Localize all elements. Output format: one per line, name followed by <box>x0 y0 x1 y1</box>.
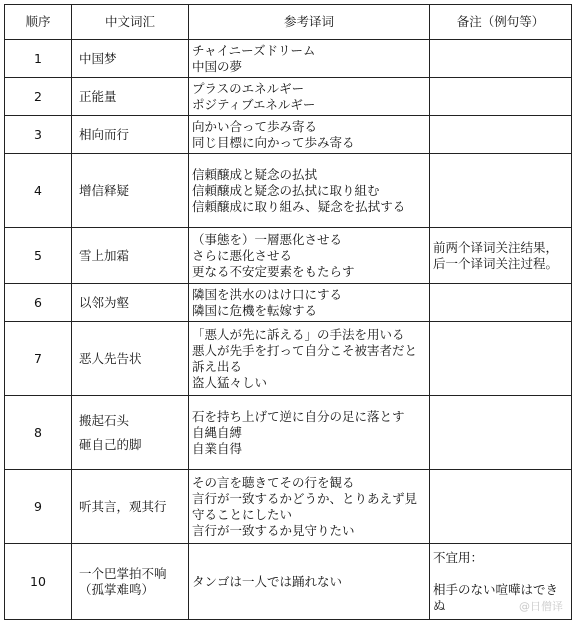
table-row <box>5 322 572 396</box>
note-cell <box>430 322 572 396</box>
header-reference-translation: 参考译词 <box>189 5 430 40</box>
table-row <box>5 78 572 116</box>
chinese-term: 听其言，观其行 <box>72 470 189 544</box>
translation-list: （事態を）一層悪化させる さらに悪化させる 更なる不安定要素をもたらす <box>189 228 430 284</box>
row-number: 1 <box>5 40 72 78</box>
row-number: 10 <box>5 544 72 620</box>
chinese-term: 中国梦 <box>72 40 189 78</box>
row-number: 5 <box>5 228 72 284</box>
translation-list: タンゴは一人では踊れない <box>189 544 430 620</box>
note-cell <box>430 284 572 322</box>
note-cell <box>430 154 572 228</box>
note-cell: 前两个译词关注结果，后一个译词关注过程。 <box>430 228 572 284</box>
translation-list: チャイニーズドリーム 中国の夢 <box>189 40 430 78</box>
table-header-row <box>5 5 572 40</box>
translation-list: プラスのエネルギー ポジティブエネルギー <box>189 78 430 116</box>
note-cell <box>430 396 572 470</box>
header-notes: 备注（例句等） <box>430 5 572 40</box>
chinese-term: 恶人先告状 <box>72 322 189 396</box>
header-chinese-term: 中文词汇 <box>72 5 189 40</box>
translation-list: 隣国を洪水のはけ口にする 隣国に危機を転嫁する <box>189 284 430 322</box>
translation-list: 「悪人が先に訴える」の手法を用いる 悪人が先手を打って自分こそ被害者だと訴え出る 盗人猛々しい <box>189 322 430 396</box>
translation-list: 石を持ち上げて逆に自分の足に落とす 自縄自縛 自業自得 <box>189 396 430 470</box>
note-cell <box>430 116 572 154</box>
header-order: 顺序 <box>5 5 72 40</box>
note-cell <box>430 78 572 116</box>
chinese-term: 一个巴掌拍不响 （孤掌难鸣） <box>72 544 189 620</box>
glossary-table <box>4 4 572 620</box>
row-number: 7 <box>5 322 72 396</box>
translation-list: その言を聴きてその行を観る 言行が一致するかどうか、とりあえず見守ることにしたい 言行が一致するか見守りたい <box>189 470 430 544</box>
table-row <box>5 396 572 470</box>
chinese-term: 雪上加霜 <box>72 228 189 284</box>
translation-list: 向かい合って歩み寄る 同じ目標に向かって歩み寄る <box>189 116 430 154</box>
row-number: 8 <box>5 396 72 470</box>
chinese-term: 以邻为壑 <box>72 284 189 322</box>
table-row <box>5 40 572 78</box>
translation-list: 信頼醸成と疑念の払拭 信頼醸成と疑念の払拭に取り組む 信頼醸成に取り組み、疑念を払拭する <box>189 154 430 228</box>
table-row <box>5 284 572 322</box>
row-number: 9 <box>5 470 72 544</box>
row-number: 3 <box>5 116 72 154</box>
row-number: 6 <box>5 284 72 322</box>
note-cell <box>430 40 572 78</box>
chinese-term: 搬起石头 砸自己的脚 <box>72 396 189 470</box>
note-cell: 不宜用： 相手のない喧嘩はできぬ <box>430 544 572 620</box>
table-row <box>5 470 572 544</box>
table-row <box>5 154 572 228</box>
row-number: 4 <box>5 154 72 228</box>
chinese-term: 增信释疑 <box>72 154 189 228</box>
watermark: @日僧译 <box>519 600 563 613</box>
table-row <box>5 116 572 154</box>
chinese-term: 正能量 <box>72 78 189 116</box>
row-number: 2 <box>5 78 72 116</box>
note-cell <box>430 470 572 544</box>
table-row <box>5 228 572 284</box>
table-row <box>5 544 572 620</box>
chinese-term: 相向而行 <box>72 116 189 154</box>
